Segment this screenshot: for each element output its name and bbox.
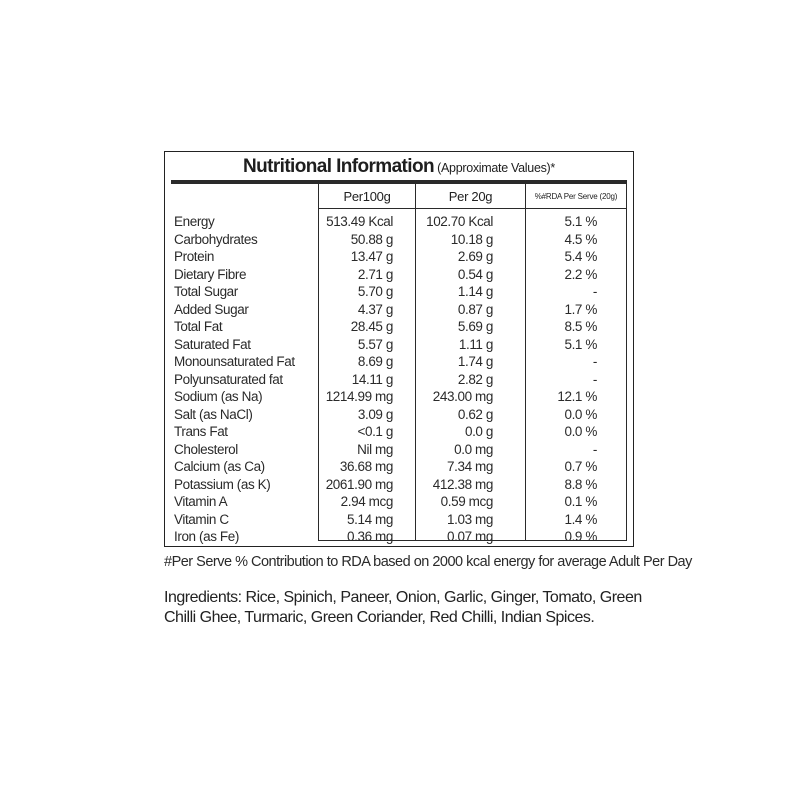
nutrient-name: Calcium (as Ca) — [174, 459, 265, 474]
nutrition-table — [164, 151, 634, 547]
nutrient-name: Vitamin A — [174, 494, 228, 509]
value-per20g: 0.62 g — [457, 406, 493, 422]
nutrient-name: Dietary Fibre — [174, 266, 247, 282]
value-rda: 0.9 % — [564, 529, 597, 544]
value-rda: 0.7 % — [564, 459, 597, 474]
value-rda: 5.1 % — [564, 336, 597, 352]
value-rda: 0.0 % — [564, 424, 597, 439]
value-rda: 5.1 % — [564, 214, 597, 229]
value-per20g: 102.70 Kcal — [426, 214, 493, 229]
value-per20g: 1.14 g — [457, 284, 493, 299]
value-per100g: 50.88 g — [350, 231, 393, 247]
value-rda: 1.7 % — [564, 301, 597, 317]
value-rda: - — [592, 441, 597, 457]
nutrient-name: Saturated Fat — [174, 336, 251, 352]
title-main: Nutritional Information — [243, 156, 434, 177]
nutrient-name: Polyunsaturated fat — [174, 371, 283, 387]
rda-footnote: #Per Serve % Contribution to RDA based on 2000 kcal energy for average Adult Per Day — [164, 554, 692, 570]
value-per20g: 1.74 g — [457, 354, 493, 369]
ingredients-text: Ingredients: Rice, Spinich, Paneer, Onion, Garlic, Ginger, Tomato, Green Chilli Ghee, Turmaric, Green Coriander, Red Chilli, Indian Spices. — [164, 589, 642, 626]
value-per20g: 243.00 mg — [432, 389, 493, 404]
nutrient-name: Salt (as NaCl) — [174, 406, 253, 422]
table-row — [165, 266, 633, 284]
value-per20g: 0.0 g — [464, 424, 493, 439]
header-per100g: Per100g — [343, 189, 391, 204]
value-per100g: 4.37 g — [357, 301, 393, 317]
nutrient-name: Added Sugar — [174, 301, 249, 317]
value-per100g: 2061.90 mg — [325, 476, 393, 492]
value-per100g: 0.36 mg — [347, 529, 393, 544]
table-row — [165, 511, 633, 529]
table-row — [165, 476, 633, 494]
value-per20g: 412.38 mg — [432, 476, 493, 492]
table-row — [165, 213, 633, 231]
value-per20g: 0.0 mg — [454, 441, 493, 457]
value-per20g: 7.34 mg — [447, 459, 493, 474]
table-row — [165, 353, 633, 371]
value-per20g: 0.07 mg — [447, 529, 493, 544]
nutrient-name: Energy — [174, 214, 215, 229]
nutrient-name: Vitamin C — [174, 511, 229, 527]
value-per100g: 36.68 mg — [339, 459, 393, 474]
table-row — [165, 301, 633, 319]
value-rda: 4.5 % — [564, 231, 597, 247]
value-per100g: Nil mg — [357, 441, 393, 457]
value-rda: 0.0 % — [564, 406, 597, 422]
value-per20g: 2.69 g — [457, 249, 493, 264]
nutrient-name: Total Sugar — [174, 284, 238, 299]
value-per100g: 5.70 g — [357, 284, 393, 299]
value-rda: 8.5 % — [564, 319, 597, 334]
nutrient-name: Carbohydrates — [174, 231, 258, 247]
value-per100g: 13.47 g — [350, 249, 393, 264]
value-per100g: 5.57 g — [357, 336, 393, 352]
table-row — [165, 388, 633, 406]
nutrient-name: Sodium (as Na) — [174, 389, 263, 404]
value-per100g: <0.1 g — [357, 424, 393, 439]
nutrient-name: Monounsaturated Fat — [174, 354, 295, 369]
value-per20g: 5.69 g — [457, 319, 493, 334]
value-per100g: 2.71 g — [357, 266, 393, 282]
value-rda: - — [592, 371, 597, 387]
value-per100g: 1214.99 mg — [325, 389, 393, 404]
header-per20g: Per 20g — [448, 189, 493, 204]
table-row — [165, 441, 633, 459]
nutrient-name: Protein — [174, 249, 214, 264]
value-per100g: 14.11 g — [351, 371, 393, 387]
nutrient-name: Cholesterol — [174, 441, 238, 457]
value-per20g: 1.03 mg — [447, 511, 493, 527]
table-row — [165, 423, 633, 441]
value-rda: 1.4 % — [564, 511, 597, 527]
title-subtitle: (Approximate Values)* — [433, 161, 555, 175]
nutrient-name: Iron (as Fe) — [174, 529, 239, 544]
value-per20g: 10.18 g — [450, 231, 493, 247]
table-title — [165, 152, 633, 182]
table-row — [165, 528, 633, 546]
table-row — [165, 231, 633, 249]
table-row — [165, 493, 633, 511]
value-rda: 5.4 % — [564, 249, 597, 264]
table-row — [165, 283, 633, 301]
header-rda: %#RDA Per Serve (20g) — [534, 192, 618, 201]
value-per20g: 1.11 g — [458, 336, 493, 352]
value-rda: - — [592, 284, 597, 299]
value-per20g: 0.54 g — [457, 266, 493, 282]
value-rda: 12.1 % — [557, 389, 597, 404]
value-per100g: 3.09 g — [357, 406, 393, 422]
table-row — [165, 318, 633, 336]
table-row — [165, 248, 633, 266]
value-per100g: 513.49 Kcal — [326, 214, 393, 229]
value-per100g: 5.14 mg — [347, 511, 393, 527]
nutrient-name: Total Fat — [174, 319, 223, 334]
value-rda: - — [592, 354, 597, 369]
nutrient-name: Potassium (as K) — [174, 476, 271, 492]
value-rda: 0.1 % — [564, 494, 597, 509]
value-per100g: 28.45 g — [350, 319, 393, 334]
value-per20g: 0.87 g — [457, 301, 493, 317]
table-row — [165, 371, 633, 389]
table-row — [165, 336, 633, 354]
value-per100g: 2.94 mcg — [340, 494, 393, 509]
value-rda: 8.8 % — [564, 476, 597, 492]
value-per20g: 0.59 mcg — [440, 494, 493, 509]
table-body — [165, 213, 633, 546]
value-rda: 2.2 % — [564, 266, 597, 282]
value-per100g: 8.69 g — [357, 354, 393, 369]
table-row — [165, 406, 633, 424]
value-per20g: 2.82 g — [457, 371, 493, 387]
table-row — [165, 458, 633, 476]
nutrient-name: Trans Fat — [174, 424, 228, 439]
